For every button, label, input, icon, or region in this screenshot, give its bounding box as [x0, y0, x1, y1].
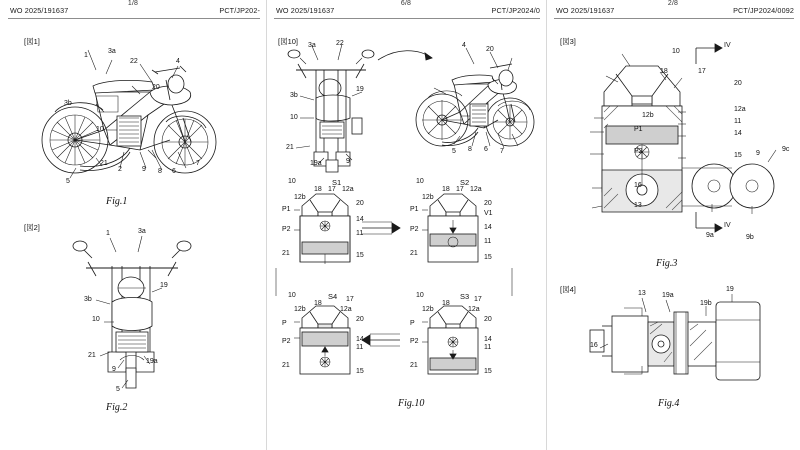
figure-tag-4: [図4]	[560, 285, 576, 294]
fig3-callout-12b: 12b	[642, 112, 654, 119]
s3-callout-12a: 12a	[468, 306, 480, 313]
fig3-callout-9a: 9a	[706, 232, 714, 239]
fig3-callout-16: 16	[634, 182, 642, 189]
fig3-callout-17: 17	[698, 68, 706, 75]
callout-8-fig1: 8	[158, 168, 162, 175]
callout-7-fig1: 7	[196, 160, 200, 167]
s4-callout-18: 18	[314, 300, 322, 307]
s4-callout-15: 15	[356, 368, 364, 375]
fig3-callout-9c: 9c	[782, 146, 790, 153]
s1-callout-14: 14	[356, 216, 364, 223]
callout-22-fig1: 22	[130, 58, 138, 65]
stroke-label-s4: S4	[328, 292, 338, 301]
callout-9-fig10: 9	[346, 158, 350, 165]
s3-callout-15: 15	[484, 368, 492, 375]
fig3-callout-9b: 9b	[746, 234, 754, 241]
callout-19-fig2: 19	[160, 282, 168, 289]
callout-6-fig1: 6	[172, 168, 176, 175]
s2-callout-p2: P2	[410, 226, 419, 233]
s4-callout-10: 10	[288, 292, 296, 299]
s2-callout-18: 18	[442, 186, 450, 193]
fig4-drawing	[546, 0, 800, 450]
s1-callout-17: 17	[328, 186, 336, 193]
callout-7-fig10: 7	[500, 148, 504, 155]
s1-callout-15: 15	[356, 252, 364, 259]
fig3-callout-20: 20	[734, 80, 742, 87]
application-number-2: PCT/JP2024/0	[491, 6, 540, 15]
s4-callout-12b: 12b	[294, 306, 306, 313]
fig10-drawing	[266, 0, 546, 450]
s2-callout-v1: V1	[484, 210, 493, 217]
s2-callout-11: 11	[484, 238, 492, 245]
s2-callout-20: 20	[484, 200, 492, 207]
figure-tag-2: [図2]	[24, 223, 40, 232]
application-number-3: PCT/JP2024/0092	[733, 6, 794, 15]
s2-callout-21: 21	[410, 250, 418, 257]
drawing-sheet-1	[0, 0, 266, 450]
s3-callout-12b: 12b	[422, 306, 434, 313]
callout-1-fig1: 1	[84, 52, 88, 59]
drawing-sheet-3	[546, 0, 800, 450]
fig4-callout-19b: 19b	[700, 300, 712, 307]
application-number: PCT/JP202-	[219, 6, 260, 15]
publication-number-2: WO 2025/191637	[276, 6, 335, 15]
s2-callout-12a: 12a	[470, 186, 482, 193]
callout-3a-fig2: 3a	[138, 228, 146, 235]
callout-4-fig1: 4	[176, 58, 180, 65]
fig3-section-iv-top: IV	[724, 42, 731, 49]
callout-21-fig2: 21	[88, 352, 96, 359]
page-label-2: 6/8	[400, 0, 412, 7]
s2-callout-p1: P1	[410, 206, 419, 213]
fig3-callout-12a: 12a	[734, 106, 746, 113]
figure-caption-10: Fig.10	[398, 398, 425, 409]
stroke-label-s1: S1	[332, 178, 342, 187]
s4-callout-17: 17	[346, 296, 354, 303]
callout-10-fig2: 10	[92, 316, 100, 323]
s3-callout-18: 18	[442, 300, 450, 307]
s3-callout-17: 17	[474, 296, 482, 303]
s2-callout-14: 14	[484, 224, 492, 231]
s1-callout-12b: 12b	[294, 194, 306, 201]
callout-19a-fig10: 19a	[310, 160, 322, 167]
callout-22-fig10: 22	[336, 40, 344, 47]
page-label-3: 2/8	[667, 0, 679, 7]
s3-callout-20: 20	[484, 316, 492, 323]
callout-20-fig10: 20	[486, 46, 494, 53]
s1-callout-20: 20	[356, 200, 364, 207]
s2-callout-15: 15	[484, 254, 492, 261]
callout-3a-fig10: 3a	[308, 42, 316, 49]
s3-callout-p2: P2	[410, 338, 419, 345]
s3-callout-14: 14	[484, 336, 492, 343]
fig3-callout-15: 15	[734, 152, 742, 159]
s4-callout-12a: 12a	[340, 306, 352, 313]
s1-callout-p2: P2	[282, 226, 291, 233]
callout-3b-fig10: 3b	[290, 92, 298, 99]
fig3-callout-11: 11	[734, 118, 742, 125]
publication-number: WO 2025/191637	[10, 6, 69, 15]
page-label: 1/8	[127, 0, 139, 7]
s1-callout-12a: 12a	[342, 186, 354, 193]
s3-callout-p: P	[410, 320, 415, 327]
callout-3a-fig1: 3a	[108, 48, 116, 55]
fig2-drawing	[0, 0, 266, 450]
fig4-callout-16: 16	[590, 342, 598, 349]
fig3-callout-13: 13	[634, 202, 642, 209]
figure-caption-1: Fig.1	[106, 196, 128, 207]
figure-tag-1: [図1]	[24, 37, 40, 46]
fig4-callout-19: 19	[726, 286, 734, 293]
fig3-callout-p1: P1	[634, 126, 643, 133]
s3-callout-11: 11	[484, 344, 492, 351]
callout-6-fig10: 6	[484, 146, 488, 153]
fig3-callout-9: 9	[756, 150, 760, 157]
fig3-callout-14: 14	[734, 130, 742, 137]
callout-19-fig10: 19	[356, 86, 364, 93]
s4-callout-21: 21	[282, 362, 290, 369]
s1-callout-11: 11	[356, 230, 364, 237]
callout-2-fig1: 2	[118, 166, 122, 173]
callout-20-fig1: 20	[152, 84, 160, 91]
callout-5-fig2: 5	[116, 386, 120, 393]
figure-caption-3: Fig.3	[656, 258, 678, 269]
figure-tag-3: [図3]	[560, 37, 576, 46]
s1-callout-10: 10	[288, 178, 296, 185]
s4-callout-p: P	[282, 320, 287, 327]
s4-callout-p2: P2	[282, 338, 291, 345]
callout-8-fig10: 8	[468, 146, 472, 153]
s1-callout-21: 21	[282, 250, 290, 257]
s2-callout-12b: 12b	[422, 194, 434, 201]
callout-10-fig1: 10	[96, 126, 104, 133]
fig3-section-iv-bottom: IV	[724, 222, 731, 229]
figure-tag-10: [図10]	[278, 37, 299, 46]
callout-5-fig1: 5	[66, 178, 70, 185]
figure-caption-4: Fig.4	[658, 398, 680, 409]
callout-21-fig1: 21	[100, 160, 108, 167]
fig3-callout-10: 10	[672, 48, 680, 55]
fig3-callout-18: 18	[660, 68, 668, 75]
fig3-callout-p2: P2	[634, 148, 643, 155]
s4-callout-11: 11	[356, 344, 364, 351]
callout-19a-fig2: 19a	[146, 358, 158, 365]
callout-1-fig2: 1	[106, 230, 110, 237]
callout-4-fig10: 4	[462, 42, 466, 49]
s4-callout-14: 14	[356, 336, 364, 343]
s2-callout-17: 17	[456, 186, 464, 193]
callout-3b-fig1: 3b	[64, 100, 72, 107]
figure-caption-2: Fig.2	[106, 402, 128, 413]
callout-5-fig10: 5	[452, 148, 456, 155]
s3-callout-21: 21	[410, 362, 418, 369]
fig4-callout-19a: 19a	[662, 292, 674, 299]
callout-3b-fig2: 3b	[84, 296, 92, 303]
s1-callout-p1: P1	[282, 206, 291, 213]
publication-number-3: WO 2025/191637	[556, 6, 615, 15]
s4-callout-20: 20	[356, 316, 364, 323]
fig4-callout-13: 13	[638, 290, 646, 297]
s2-callout-10: 10	[416, 178, 424, 185]
callout-9-fig1: 9	[142, 166, 146, 173]
callout-9-fig2: 9	[112, 366, 116, 373]
stroke-label-s3: S3	[460, 292, 470, 301]
s1-callout-18: 18	[314, 186, 322, 193]
s3-callout-10: 10	[416, 292, 424, 299]
callout-10-fig10: 10	[290, 114, 298, 121]
callout-21-fig10: 21	[286, 144, 294, 151]
drawing-sheet-2	[266, 0, 546, 450]
stroke-label-s2: S2	[460, 178, 470, 187]
